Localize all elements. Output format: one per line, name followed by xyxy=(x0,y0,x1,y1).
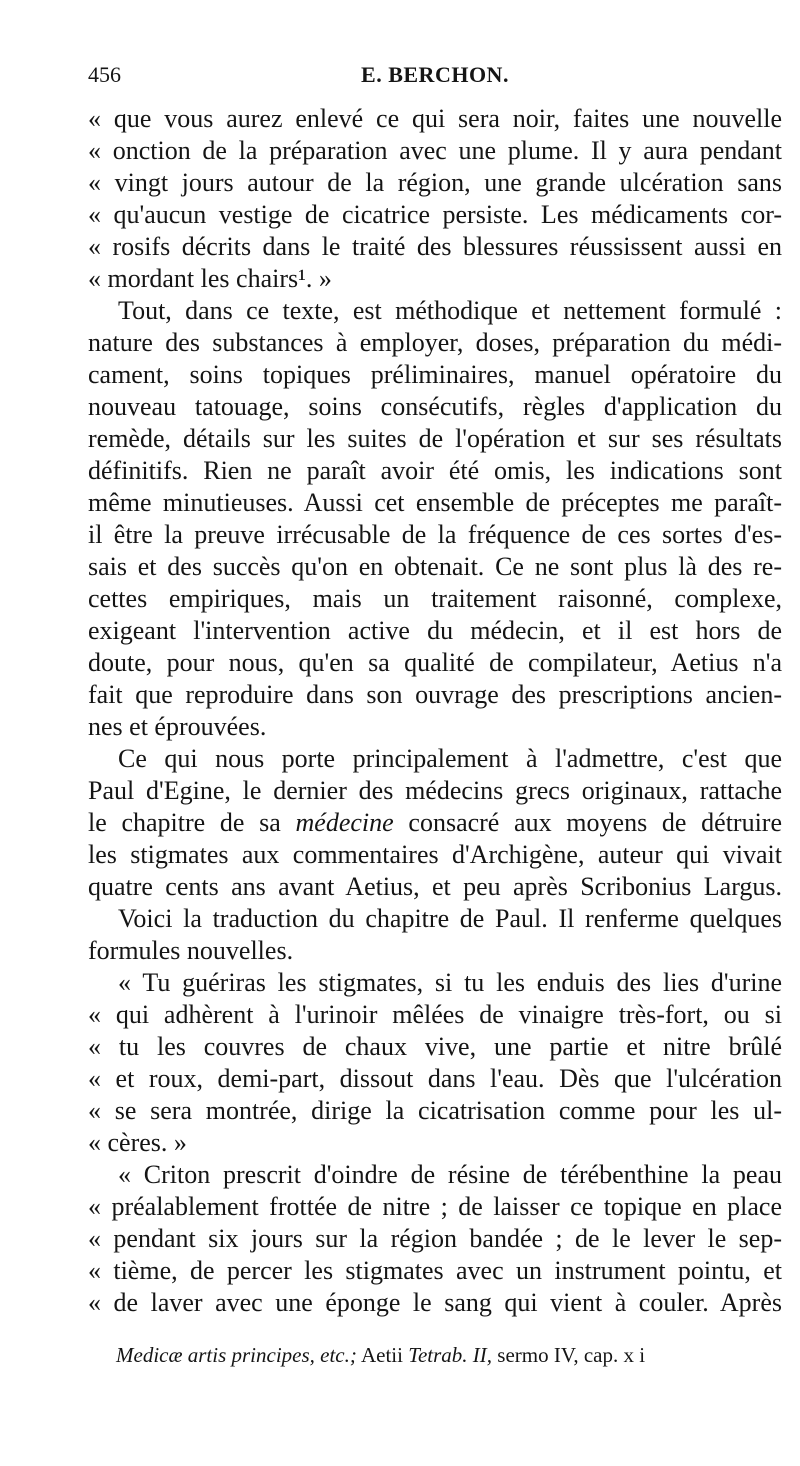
quote-line: « et roux, demi-part, dissout dans l'eau. Dès que l'ulcération xyxy=(88,1064,782,1093)
quote-line: « de laver avec une éponge le sang qui vient à couler. Après xyxy=(88,1288,782,1317)
text-line: définitifs. Rien ne paraît avoir été omis, les indications sont xyxy=(88,456,782,485)
text-line: « qu'aucun vestige de cicatrice persiste. Les médicaments cor- xyxy=(88,200,782,229)
text-line: quatre cents ans avant Aetius, et peu après Scribonius Largus. xyxy=(88,872,782,901)
running-head: E. BERCHON. xyxy=(361,62,509,87)
text-line: les stigmates aux commentaires d'Archigène, auteur qui vivait xyxy=(88,840,782,869)
text-line: cament, soins topiques préliminaires, manuel opératoire du xyxy=(88,360,782,389)
page-number: 456 xyxy=(88,62,121,87)
quote-line: « se sera montrée, dirige la cicatrisation comme pour les ul- xyxy=(88,1096,782,1125)
text-line: doute, pour nous, qu'en sa qualité de compilateur, Aetius n'a xyxy=(88,648,782,677)
text-line: « onction de la préparation avec une plume. Il y aura pendant xyxy=(88,136,782,165)
paragraph-start: Ce qui nous porte principalement à l'admettre, c'est que xyxy=(118,744,782,773)
quote-line: « tu les couvres de chaux vive, une partie et nitre brûlé xyxy=(88,1032,782,1061)
text-line: exigeant l'intervention active du médecin, et il est hors de xyxy=(88,616,782,645)
body-text xyxy=(88,103,782,1319)
footnote-work: Tetrab. II, xyxy=(408,1343,493,1367)
footnote xyxy=(116,1343,782,1368)
page-header xyxy=(88,62,782,92)
quote-line: « tième, de percer les stigmates avec un instrument pointu, et xyxy=(88,1256,782,1285)
quote-line: « qui adhèrent à l'urinoir mêlées de vinaigre très-fort, ou si xyxy=(88,1000,782,1029)
text-line: même minutieuses. Aussi cet ensemble de préceptes me paraît- xyxy=(88,488,782,517)
footnote-title: Medicæ artis principes, etc.; xyxy=(116,1343,357,1367)
text-line: « que vous aurez enlevé ce qui sera noir, faites une nouvelle xyxy=(88,104,782,133)
text-line: remède, détails sur les suites de l'opération et sur ses résultats xyxy=(88,424,782,453)
text-line: cettes empiriques, mais un traitement raisonné, complexe, xyxy=(88,584,782,613)
quote-line: « pendant six jours sur la région bandée ; de le lever le sep- xyxy=(88,1224,782,1253)
text-line: « rosifs décrits dans le traité des blessures réussissent aussi en xyxy=(88,232,782,261)
text-line: nes et éprouvées. xyxy=(88,712,267,741)
quote-line: « préalablement frottée de nitre ; de laisser ce topique en place xyxy=(88,1192,782,1221)
footnote-reference: sermo IV, cap. x i xyxy=(492,1343,646,1367)
paragraph-start: Voici la traduction du chapitre de Paul. Il renferme quelques xyxy=(118,904,782,933)
text-line: Paul d'Egine, le dernier des médecins grecs originaux, rattache xyxy=(88,776,782,805)
text-line: il être la preuve irrécusable de la fréquence de ces sortes d'es- xyxy=(88,520,782,549)
text-line: le chapitre de sa médecine consacré aux moyens de détruire xyxy=(88,808,782,837)
quote-line: « Criton prescrit d'oindre de résine de térébenthine la peau xyxy=(118,1160,782,1189)
text-line: « mordant les chairs¹. » xyxy=(88,264,332,293)
text-line: sais et des succès qu'on en obtenait. Ce ne sont plus là des re- xyxy=(88,552,782,581)
quote-line: « cères. » xyxy=(88,1128,187,1157)
text-line: « vingt jours autour de la région, une grande ulcération sans xyxy=(88,168,782,197)
text-line: formules nouvelles. xyxy=(88,936,294,965)
text-line: nature des substances à employer, doses, préparation du médi- xyxy=(88,328,782,357)
footnote-author: Aetii xyxy=(356,1343,409,1367)
quote-line: « Tu guériras les stigmates, si tu les enduis des lies d'urine xyxy=(118,968,782,997)
text-line: fait que reproduire dans son ouvrage des prescriptions ancien- xyxy=(88,680,782,709)
text-line: nouveau tatouage, soins consécutifs, règles d'application du xyxy=(88,392,782,421)
paragraph-start: Tout, dans ce texte, est méthodique et nettement formulé : xyxy=(118,296,782,325)
